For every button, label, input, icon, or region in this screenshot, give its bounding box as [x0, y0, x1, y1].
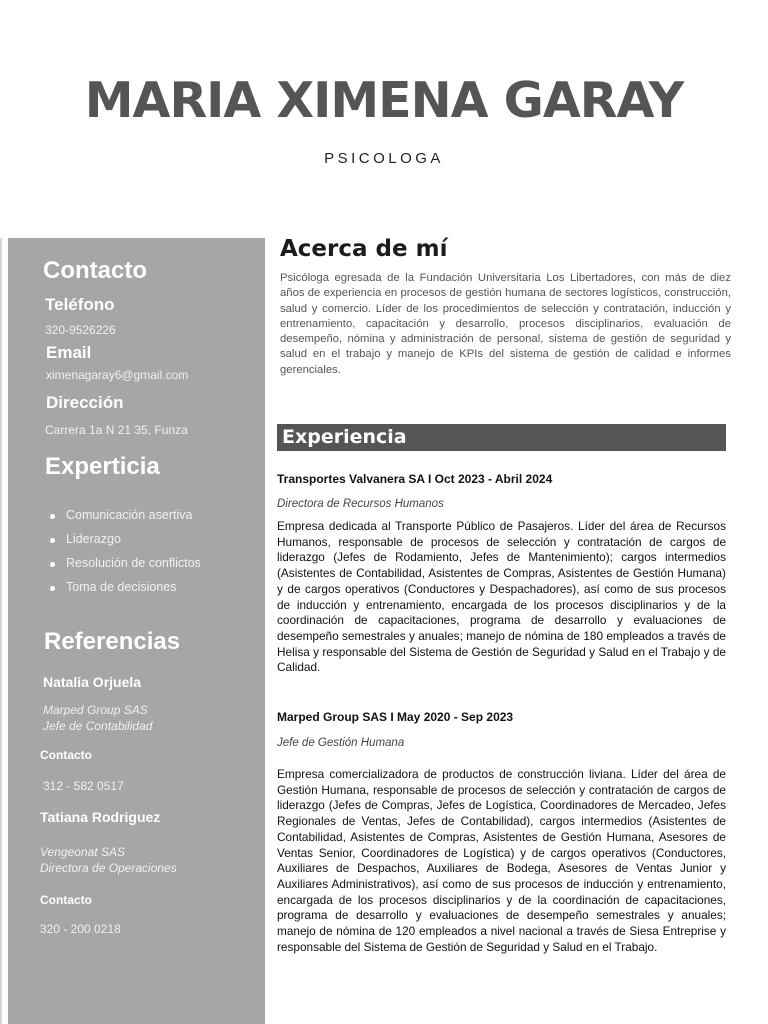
job-header: Marped Group SAS I May 2020 - Sep 2023 — [277, 710, 514, 724]
address-value: Carrera 1a N 21 35, Funza — [45, 423, 188, 437]
reference-name: Natalia Orjuela — [43, 674, 142, 690]
phone-label: Teléfono — [45, 295, 115, 314]
reference-contact-label: Contacto — [40, 748, 92, 762]
reference-contact-label: Contacto — [40, 893, 92, 907]
email-label: Email — [46, 343, 92, 362]
reference-position: Directora de Operaciones — [40, 861, 177, 875]
experience-title: Experiencia — [282, 426, 407, 448]
job-header: Transportes Valvanera SA I Oct 2023 - Abril 2024 — [277, 472, 553, 486]
skill-item: Resolución de conflictos — [48, 556, 201, 580]
reference-position: Jefe de Contabilidad — [43, 719, 153, 733]
email-value: ximenagaray6@gmail.com — [46, 368, 189, 382]
about-title: Acerca de mí — [280, 236, 448, 262]
job-role: Directora de Recursos Humanos — [277, 498, 444, 510]
candidate-role: PSICOLOGA — [324, 150, 444, 167]
about-text: Psicóloga egresada de la Fundación Universitaria Los Libertadores, con más de diez años de experiencia en procesos de gestión humana de sectores logísticos, construcción, salud y comercio. Líder de los procedimientos de selección y contratación, inducción y entrenamiento, capacitación y desarrollo, procesos disciplinarios, evaluación de desempeño, nómina y administración de personal, sistema de gestión de seguridad y salud en el trabajo y manejo de KPIs del sistema de gestión de calidad e informes gerenciales. — [280, 272, 731, 376]
address-label: Dirección — [46, 393, 124, 412]
skill-item: Toma de decisiones — [48, 580, 201, 604]
skill-item: Comunicación asertiva — [48, 508, 201, 532]
reference-phone: 312 - 582 0517 — [43, 779, 124, 793]
references-title: Referencias — [44, 628, 181, 655]
reference-phone: 320 - 200 0218 — [40, 922, 121, 936]
contact-title: Contacto — [43, 257, 147, 284]
candidate-name: MARIA XIMENA GARAY — [84, 72, 684, 129]
phone-value: 320-9526226 — [45, 323, 116, 337]
expertise-title: Experticia — [45, 453, 160, 480]
job-description: Empresa dedicada al Transporte Público de Pasajeros. Líder del área de Recursos Humanos, responsable de procesos de selección y contratación de cargos de liderazgo (Jefes de Rodamiento, Jefes de Mantenimiento); cargos intermedios (Asistentes de Contabilidad, Asistentes de Compras, Asistentes de Gestión Humana) y de cargos operativos (Conductores y Despachadores), así como de sus procesos de inducción y entrenamiento, encargada de los procesos disciplinarios y de la coordinación de capacitaciones, programa de desarrollo y evaluaciones de desempeño semestrales y anuales; manejo de nómina de 180 empleados a través de Helisa y responsable del Sistema de Gestión de Seguridad y Salud en el Trabajo y de Calidad. — [277, 519, 726, 675]
sidebar-edge-divider — [0, 238, 2, 1024]
job-description: Empresa comercializadora de productos de construcción liviana. Líder del área de Gestión Humana, responsable de procesos de selección y contratación de cargos de liderazgo (Jefes de Compras, Jefes de Logística, Coordinadores de Mercadeo, Jefes Regionales de Ventas, Jefes de Contabilidad), cargos intermedios (Asistentes de Contabilidad, Asistentes de Compras, Asistentes de Gestión Humana, Asesores de Ventas Senior, Coordinadores de Logística) y de cargos operativos (Conductores, Auxiliares de Despachos, Auxiliares de Bodega, Asesores de Ventas Junior y Auxiliares Administrativos), así como de sus procesos de inducción y entrenamiento, encargada de los procesos disciplinarios y de la coordinación de capacitaciones, programa de desarrollo y evaluaciones de desempeño semestrales y anuales; manejo de nómina de 120 empleados a nivel nacional a través de Siesa Entreprise y responsable del Sistema de Gestión de Seguridad y Salud en el Trabajo. — [277, 767, 726, 954]
reference-company: Vengeonat SAS — [40, 845, 125, 859]
skill-item: Liderazgo — [48, 532, 201, 556]
reference-name: Tatiana Rodriguez — [40, 809, 161, 825]
reference-company: Marped Group SAS — [43, 703, 148, 717]
job-role: Jefe de Gestión Humana — [277, 737, 405, 749]
skills-list — [48, 508, 201, 604]
